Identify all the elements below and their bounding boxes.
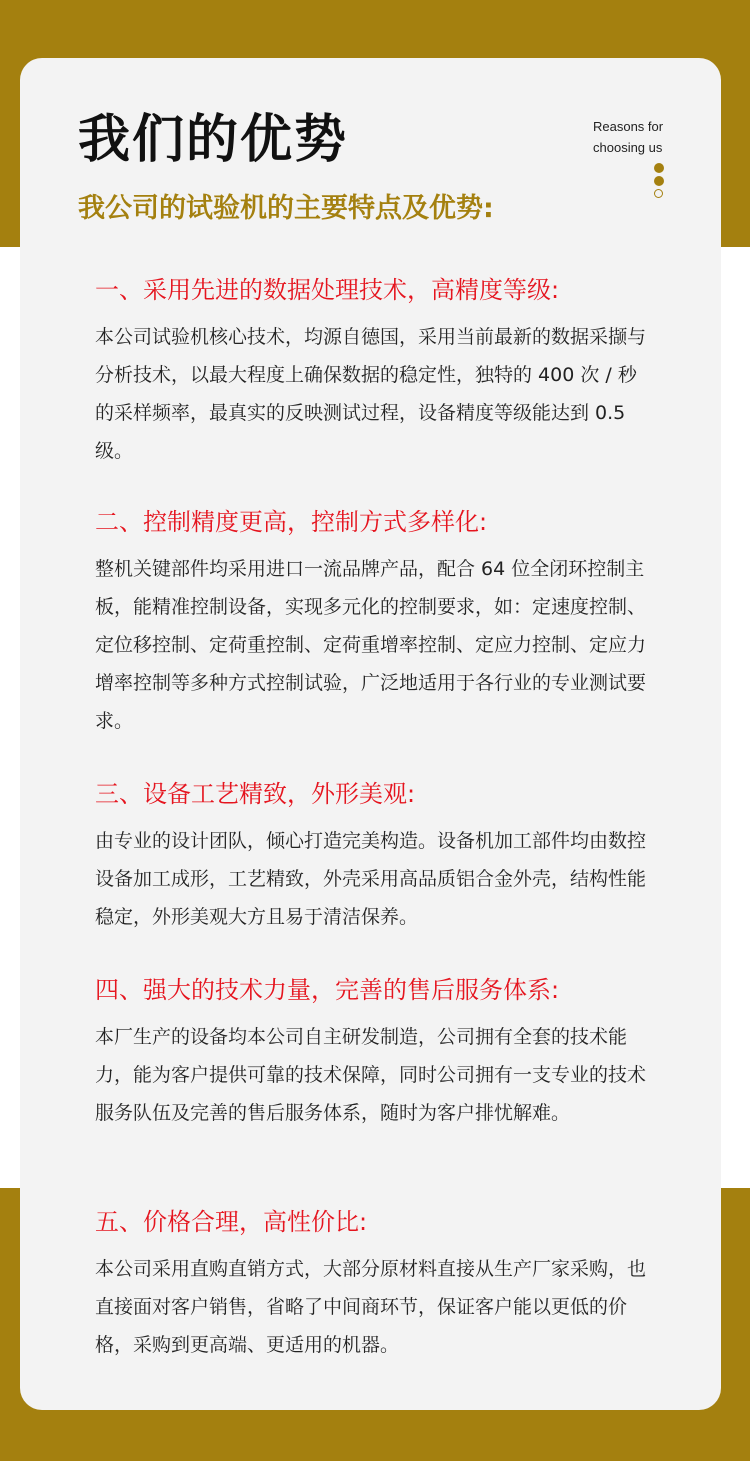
section-heading: 二、控制精度更高，控制方式多样化: — [95, 508, 488, 536]
reasons-tag — [593, 116, 683, 158]
dot-icon — [654, 163, 664, 173]
hollow-dot-icon — [654, 189, 663, 198]
section-3 — [95, 778, 650, 936]
section-body: 本公司试验机核心技术，均源自德国，采用当前最新的数据采撷与分析技术，以最大程度上确保数据的稳定性，独特的 400 次 / 秒的采样频率，最真实的反映测试过程，设备精度等级能达到 0.5 级。 — [95, 326, 647, 462]
section-2 — [95, 506, 650, 740]
section-heading: 三、设备工艺精致，外形美观: — [95, 780, 416, 808]
section-heading: 一、采用先进的数据处理技术，高精度等级: — [95, 276, 560, 304]
decorative-dots — [654, 163, 666, 201]
reasons-tag-line1: Reasons for — [593, 119, 664, 134]
section-body: 由专业的设计团队，倾心打造完美构造。设备机加工部件均由数控设备加工成形，工艺精致，外壳采用高品质铝合金外壳，结构性能稳定，外形美观大方且易于清洁保养。 — [95, 830, 647, 928]
advantages-card — [20, 58, 721, 1410]
reasons-tag-line2: choosing us — [593, 140, 663, 155]
section-body: 本公司采用直购直销方式，大部分原材料直接从生产厂家采购，也直接面对客户销售，省略了中间商环节，保证客户能以更低的价格，采购到更高端、更适用的机器。 — [95, 1258, 647, 1356]
dot-icon — [654, 176, 664, 186]
section-body: 本厂生产的设备均本公司自主研发制造，公司拥有全套的技术能力，能为客户提供可靠的技术保障，同时公司拥有一支专业的技术服务队伍及完善的售后服务体系，随时为客户排忧解难。 — [95, 1026, 647, 1124]
page-title: 我们的优势 — [78, 110, 349, 170]
page-subtitle: 我公司的试验机的主要特点及优势: — [78, 193, 494, 224]
section-1 — [95, 274, 650, 470]
section-5 — [95, 1206, 650, 1364]
section-body: 整机关键部件均采用进口一流品牌产品，配合 64 位全闭环控制主板，能精准控制设备，实现多元化的控制要求，如：定速度控制、定位移控制、定荷重控制、定荷重增率控制、定应力控制、定应力增率控制等多种方式控制试验，广泛地适用于各行业的专业测试要求。 — [95, 558, 647, 732]
section-heading: 四、强大的技术力量，完善的售后服务体系: — [95, 976, 560, 1004]
section-heading: 五、价格合理，高性价比: — [95, 1208, 368, 1236]
section-4 — [95, 974, 650, 1132]
